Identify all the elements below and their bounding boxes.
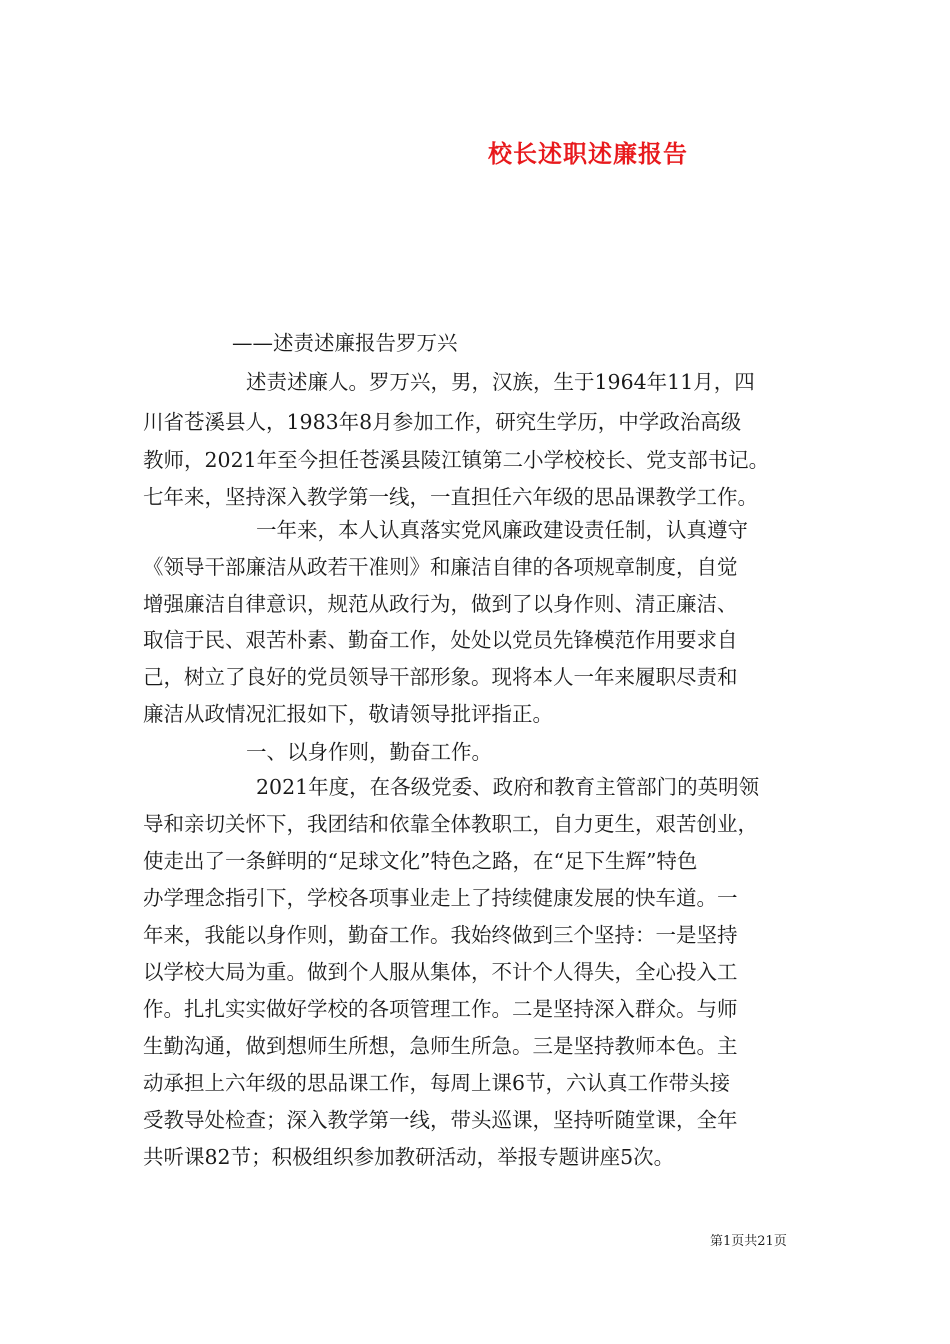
paragraph-line: 取信于民、艰苦朴素、勤奋工作，处处以党员先锋模范作用要求自 <box>143 628 738 652</box>
report-subtitle: ——述责述廉报告罗万兴 <box>232 331 458 355</box>
paragraph-line: 川省苍溪县人，1983年8月参加工作，研究生学历，中学政治高级 <box>143 410 742 434</box>
paragraph-line: 廉洁从政情况汇报如下，敬请领导批评指正。 <box>143 702 553 726</box>
paragraph-line: 办学理念指引下，学校各项事业走上了持续健康发展的快车道。一 <box>143 886 738 910</box>
paragraph-line: 己，树立了良好的党员领导干部形象。现将本人一年来履职尽责和 <box>143 665 738 689</box>
paragraph-line: 教师，2021年至今担任苍溪县陵江镇第二小学校校长、党支部书记。 <box>143 448 770 472</box>
page-number-footer: 第1页共21页 <box>710 1234 787 1249</box>
paragraph-line: 年来，我能以身作则，勤奋工作。我始终做到三个坚持：一是坚持 <box>143 923 738 947</box>
paragraph-line: 使走出了一条鲜明的“足球文化”特色之路，在“足下生辉”特色 <box>143 849 698 873</box>
section-heading: 一、以身作则，勤奋工作。 <box>246 740 492 764</box>
paragraph-line: 共听课82节；积极组织参加教研活动，举报专题讲座5次。 <box>143 1145 675 1169</box>
paragraph-line: 以学校大局为重。做到个人服从集体，不计个人得失，全心投入工 <box>143 960 738 984</box>
paragraph-line: 《领导干部廉洁从政若干准则》和廉洁自律的各项规章制度，自觉 <box>143 555 738 579</box>
page-title: 校长述职述廉报告 <box>488 139 688 168</box>
paragraph-line: 生勤沟通，做到想师生所想，急师生所急。三是坚持教师本色。主 <box>143 1034 738 1058</box>
paragraph-line: 述责述廉人。罗万兴，男，汉族，生于1964年11月，四 <box>246 370 755 394</box>
paragraph-line: 七年来，坚持深入教学第一线，一直担任六年级的思品课教学工作。 <box>143 485 758 509</box>
paragraph-line: 受教导处检查；深入教学第一线，带头巡课，坚持听随堂课，全年 <box>143 1108 738 1132</box>
paragraph-line: 动承担上六年级的思品课工作，每周上课6节，六认真工作带头接 <box>143 1071 731 1095</box>
paragraph-line: 2021年度，在各级党委、政府和教育主管部门的英明领 <box>256 775 760 799</box>
paragraph-line: 导和亲切关怀下，我团结和依靠全体教职工，自力更生，艰苦创业， <box>143 812 758 836</box>
paragraph-line: 作。扎扎实实做好学校的各项管理工作。二是坚持深入群众。与师 <box>143 997 738 1021</box>
paragraph-line: 增强廉洁自律意识，规范从政行为，做到了以身作则、清正廉洁、 <box>143 592 738 616</box>
paragraph-line: 一年来，本人认真落实党风廉政建设责任制，认真遵守 <box>256 518 748 542</box>
